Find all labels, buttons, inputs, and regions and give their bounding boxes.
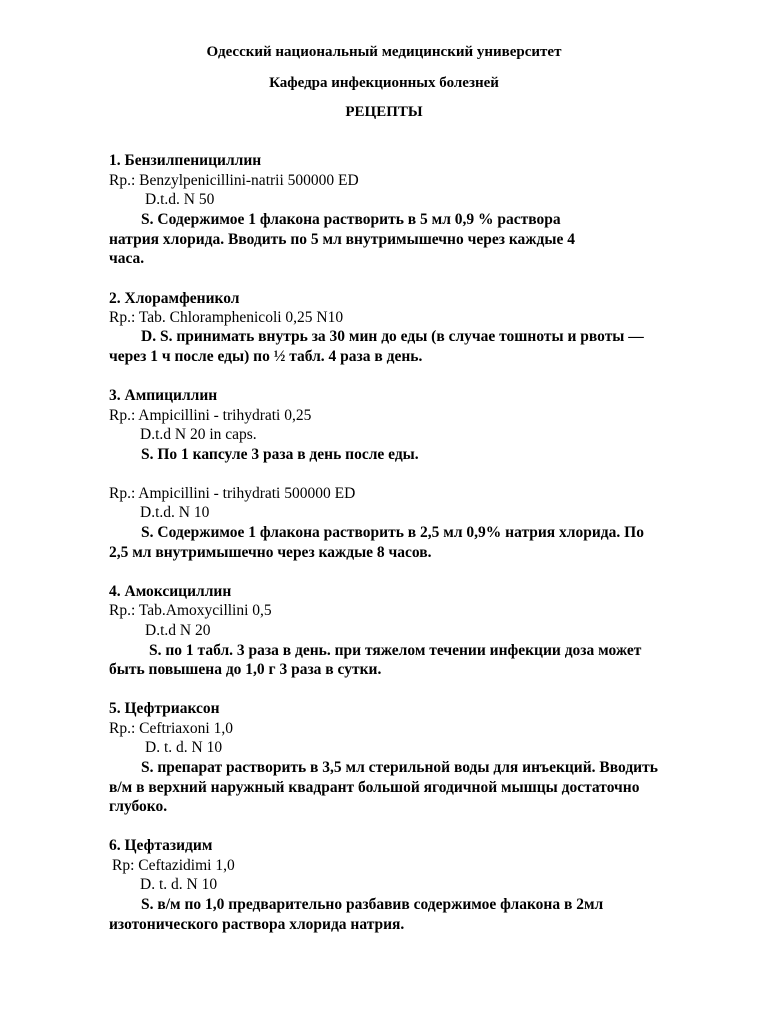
recipe-rp: Rp.: Tab. Chloramphenicoli 0,25 N10 bbox=[109, 309, 344, 326]
recipe-dtd: D. t. d. N 10 bbox=[145, 739, 223, 756]
document-title: РЕЦЕПТЫ bbox=[345, 104, 423, 120]
recipe-sig-line: 2,5 мл внутримышечно через каждые 8 часов. bbox=[109, 544, 432, 561]
recipe-sig-line: в/м в верхний наружный квадрант большой ягодичной мышцы достаточно bbox=[109, 779, 640, 796]
recipe-heading: 3. Ампициллин bbox=[109, 387, 218, 404]
recipe-heading: 5. Цефтриаксон bbox=[109, 700, 220, 717]
university-name: Одесский национальный медицинский университет bbox=[206, 44, 562, 60]
recipe-sig-line: через 1 ч после еды) по ½ табл. 4 раза в день. bbox=[109, 348, 423, 365]
recipe-rp: Rp.: Ampicillini - trihydrati 500000 ED bbox=[109, 485, 356, 502]
recipe-sig-line: D. S. принимать внутрь за 30 мин до еды (в случае тошноты и рвоты — bbox=[141, 328, 644, 345]
recipe-rp: Rp.: Ceftriaxoni 1,0 bbox=[109, 720, 233, 737]
recipe-sig-line: S. Содержимое 1 флакона растворить в 5 мл 0,9 % раствора bbox=[141, 211, 561, 228]
recipe-sig-line: S. в/м по 1,0 предварительно разбавив содержимое флакона в 2мл bbox=[141, 896, 604, 913]
recipe-heading: 2. Хлорамфеникол bbox=[109, 290, 240, 307]
recipe-dtd: D.t.d N 20 in caps. bbox=[140, 426, 257, 443]
recipe-dtd: D.t.d. N 10 bbox=[140, 504, 210, 521]
recipe-sig-line: часа. bbox=[109, 250, 145, 267]
recipe-heading: 4. Амоксициллин bbox=[109, 583, 232, 600]
recipe-sig-line: натрия хлорида. Вводить по 5 мл внутримышечно через каждые 4 bbox=[109, 231, 575, 248]
recipe-sig-line: быть повышена до 1,0 г 3 раза в сутки. bbox=[109, 661, 382, 678]
recipe-rp: Rp.: Ampicillini - trihydrati 0,25 bbox=[109, 407, 312, 424]
recipe-sig-line: S. По 1 капсуле 3 раза в день после еды. bbox=[141, 446, 419, 463]
department-name: Кафедра инфекционных болезней bbox=[269, 75, 499, 91]
recipe-rp: Rp.: Tab.Amoxycillini 0,5 bbox=[109, 602, 272, 619]
recipe-heading: 1. Бензилпенициллин bbox=[109, 152, 262, 169]
recipe-rp: Rp.: Benzylpenicillini-natrii 500000 ED bbox=[109, 172, 359, 189]
recipe-sig-line: изотонического раствора хлорида натрия. bbox=[109, 916, 405, 933]
recipe-dtd: D.t.d N 20 bbox=[145, 622, 211, 639]
recipe-sig-line: глубоко. bbox=[109, 798, 168, 815]
recipe-sig-line: S. препарат растворить в 3,5 мл стерильной воды для инъекций. Вводить bbox=[141, 759, 658, 776]
recipe-dtd: D.t.d. N 50 bbox=[145, 191, 215, 208]
recipe-rp: Rp: Ceftazidimi 1,0 bbox=[112, 857, 235, 874]
recipe-sig-line: S. Содержимое 1 флакона растворить в 2,5 мл 0,9% натрия хлорида. По bbox=[141, 524, 644, 541]
recipe-heading: 6. Цефтазидим bbox=[109, 837, 213, 854]
recipe-dtd: D. t. d. N 10 bbox=[140, 876, 218, 893]
recipe-sig-line: S. по 1 табл. 3 раза в день. при тяжелом течении инфекции доза может bbox=[149, 642, 642, 659]
